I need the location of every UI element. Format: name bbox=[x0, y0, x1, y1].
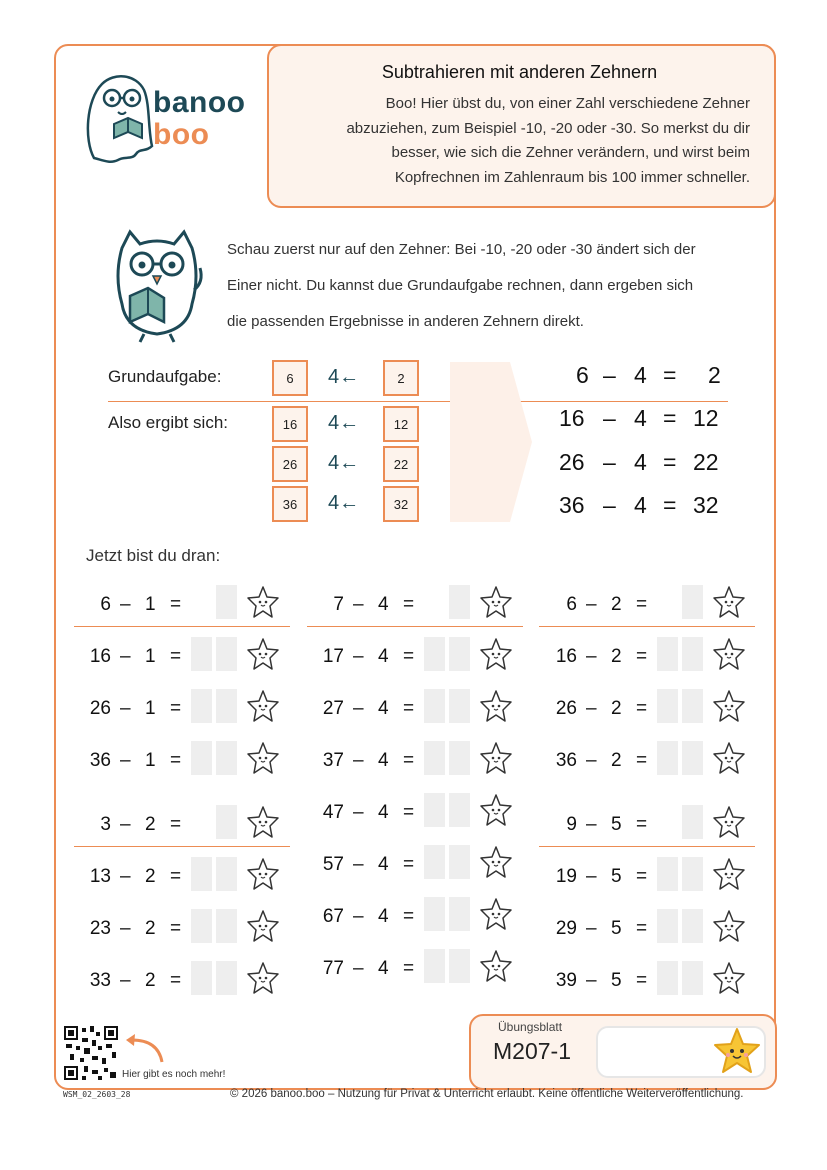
demo-minuend-box: 6 bbox=[272, 360, 308, 396]
answer-cell[interactable] bbox=[657, 637, 678, 671]
demo-minuend-box: 36 bbox=[272, 486, 308, 522]
exercise-minus: – bbox=[120, 970, 131, 991]
exercise-minuend: 26 bbox=[555, 698, 577, 719]
demo-equation-part: 4 bbox=[634, 362, 647, 388]
sheet-code: M207-1 bbox=[493, 1038, 571, 1064]
exercise-row bbox=[80, 637, 285, 677]
exercise-row bbox=[313, 689, 518, 729]
exercise-row bbox=[546, 585, 751, 625]
exercise-equals: = bbox=[636, 918, 648, 939]
exercise-equals: = bbox=[403, 594, 415, 615]
exercise-minus: – bbox=[120, 918, 131, 939]
star-rating-icon[interactable] bbox=[712, 689, 746, 723]
exercise-minuend: 57 bbox=[322, 854, 344, 875]
star-rating-icon[interactable] bbox=[712, 741, 746, 775]
exercise-minuend: 67 bbox=[322, 906, 344, 927]
intro-line: abzuziehen, zum Beispiel -10, -20 oder -30. So merkst du dir bbox=[346, 119, 750, 137]
base-task-label: Grundaufgabe: bbox=[108, 367, 222, 386]
answer-cell[interactable] bbox=[682, 805, 703, 839]
intro-line: Boo! Hier übst du, von einer Zahl verschiedene Zehner bbox=[385, 95, 750, 112]
exercise-equals: = bbox=[636, 866, 648, 887]
demo-equation-part: 4 bbox=[634, 405, 647, 431]
exercise-minus: – bbox=[353, 646, 364, 667]
exercise-equals: = bbox=[636, 594, 648, 615]
exercise-equals: = bbox=[403, 802, 415, 823]
exercise-separator bbox=[539, 846, 755, 847]
exercise-instruction: Jetzt bist du dran: bbox=[86, 546, 221, 565]
answer-cell[interactable] bbox=[449, 793, 470, 827]
answer-cell[interactable] bbox=[424, 949, 445, 983]
answer-cell[interactable] bbox=[191, 741, 212, 775]
answer-cell[interactable] bbox=[191, 637, 212, 671]
exercise-minuend: 16 bbox=[89, 646, 111, 667]
demo-equation-part: 22 bbox=[693, 449, 719, 475]
demo-minuend-box: 16 bbox=[272, 406, 308, 442]
exercise-subtrahend: 1 bbox=[145, 698, 156, 719]
answer-cell[interactable] bbox=[682, 689, 703, 723]
star-rating-icon[interactable] bbox=[246, 909, 280, 943]
exercise-subtrahend: 2 bbox=[611, 646, 622, 667]
exercise-equals: = bbox=[170, 866, 182, 887]
qr-code-icon[interactable] bbox=[64, 1026, 118, 1080]
demo-equation-part: – bbox=[603, 362, 616, 388]
exercise-subtrahend: 4 bbox=[378, 594, 389, 615]
exercise-minus: – bbox=[353, 958, 364, 979]
answer-cell[interactable] bbox=[191, 909, 212, 943]
exercise-row bbox=[313, 585, 518, 625]
answer-cell[interactable] bbox=[657, 857, 678, 891]
big-arrow-right-icon bbox=[450, 362, 532, 522]
answer-cell[interactable] bbox=[449, 949, 470, 983]
answer-cell[interactable] bbox=[424, 689, 445, 723]
answer-cell[interactable] bbox=[449, 689, 470, 723]
star-rating-icon[interactable] bbox=[712, 857, 746, 891]
demo-equation-part: 2 bbox=[708, 362, 721, 388]
answer-cell[interactable] bbox=[424, 637, 445, 671]
demo-equation-part: 36 bbox=[559, 492, 585, 518]
intro-line: besser, wie sich die Zehner verändern, und wirst beim bbox=[391, 144, 750, 161]
demo-equation-part: – bbox=[603, 405, 616, 431]
exercise-row bbox=[313, 741, 518, 781]
star-rating-icon[interactable] bbox=[246, 805, 280, 839]
exercise-minus: – bbox=[586, 970, 597, 991]
exercise-minus: – bbox=[353, 750, 364, 771]
star-rating-icon[interactable] bbox=[246, 585, 280, 619]
answer-cell[interactable] bbox=[657, 741, 678, 775]
demo-arrow-label: 4← bbox=[328, 412, 360, 434]
exercise-row bbox=[313, 845, 518, 885]
answer-cell[interactable] bbox=[449, 897, 470, 931]
star-rating-icon[interactable] bbox=[479, 637, 513, 671]
exercise-row bbox=[546, 805, 751, 845]
exercise-minus: – bbox=[353, 854, 364, 875]
exercise-subtrahend: 2 bbox=[145, 866, 156, 887]
answer-cell[interactable] bbox=[449, 845, 470, 879]
copyright-text: © 2026 banoo.boo – Nutzung für Privat & Unterricht erlaubt. Keine öffentliche Weiterveröffentlichung. bbox=[230, 1088, 744, 1100]
exercise-minus: – bbox=[353, 698, 364, 719]
answer-cell[interactable] bbox=[682, 857, 703, 891]
exercise-minuend: 3 bbox=[100, 814, 111, 835]
worksheet-title: Subtrahieren mit anderen Zehnern bbox=[381, 62, 658, 82]
exercise-row bbox=[80, 961, 285, 1001]
derived-label: Also ergibt sich: bbox=[108, 413, 228, 432]
answer-cell[interactable] bbox=[424, 793, 445, 827]
demo-equation-part: = bbox=[663, 405, 677, 431]
exercise-equals: = bbox=[636, 698, 648, 719]
demo-result-box: 2 bbox=[383, 360, 419, 396]
answer-cell[interactable] bbox=[657, 909, 678, 943]
exercise-minus: – bbox=[120, 698, 131, 719]
demo-arrow-label: 4← bbox=[328, 366, 360, 388]
star-rating-icon[interactable] bbox=[712, 585, 746, 619]
answer-cell[interactable] bbox=[216, 585, 237, 619]
star-rating-icon[interactable] bbox=[479, 793, 513, 827]
answer-cell[interactable] bbox=[424, 741, 445, 775]
demo-equation-part: = bbox=[663, 492, 677, 518]
demo-minuend-box: 26 bbox=[272, 446, 308, 482]
exercise-subtrahend: 4 bbox=[378, 750, 389, 771]
exercise-subtrahend: 2 bbox=[611, 698, 622, 719]
star-rating-icon[interactable] bbox=[479, 741, 513, 775]
exercise-minus: – bbox=[353, 802, 364, 823]
demo-equation-part: – bbox=[603, 492, 616, 518]
exercise-minuend: 6 bbox=[100, 594, 111, 615]
exercise-separator bbox=[307, 626, 523, 627]
exercise-equals: = bbox=[636, 814, 648, 835]
answer-cell[interactable] bbox=[216, 637, 237, 671]
exercise-subtrahend: 5 bbox=[611, 866, 622, 887]
star-rating-icon[interactable] bbox=[712, 961, 746, 995]
demo-separator bbox=[108, 401, 728, 402]
qr-hint-text: Hier gibt es noch mehr! bbox=[122, 1069, 226, 1080]
exercise-equals: = bbox=[403, 646, 415, 667]
exercise-minus: – bbox=[120, 750, 131, 771]
document-code: WSM_02_2603_28 bbox=[63, 1090, 131, 1099]
exercise-minuend: 27 bbox=[322, 698, 344, 719]
exercise-minuend: 47 bbox=[322, 802, 344, 823]
answer-cell[interactable] bbox=[216, 689, 237, 723]
star-rating-icon[interactable] bbox=[712, 805, 746, 839]
exercise-row bbox=[313, 637, 518, 677]
answer-cell[interactable] bbox=[191, 961, 212, 995]
exercise-subtrahend: 4 bbox=[378, 854, 389, 875]
star-rating-icon[interactable] bbox=[246, 961, 280, 995]
exercise-minuend: 6 bbox=[566, 594, 577, 615]
exercise-equals: = bbox=[403, 698, 415, 719]
demo-equation-part: – bbox=[603, 449, 616, 475]
exercise-minuend: 33 bbox=[89, 970, 111, 991]
exercise-minus: – bbox=[120, 866, 131, 887]
exercise-equals: = bbox=[636, 646, 648, 667]
exercise-equals: = bbox=[403, 750, 415, 771]
exercise-minuend: 29 bbox=[555, 918, 577, 939]
demo-equation-part: 26 bbox=[559, 449, 585, 475]
exercise-equals: = bbox=[403, 854, 415, 875]
exercise-minuend: 9 bbox=[566, 814, 577, 835]
intro-line: Kopfrechnen im Zahlenraum bis 100 immer schneller. bbox=[394, 168, 750, 186]
exercise-separator bbox=[74, 626, 290, 627]
star-rating-icon[interactable] bbox=[479, 585, 513, 619]
exercise-subtrahend: 1 bbox=[145, 594, 156, 615]
exercise-row bbox=[546, 741, 751, 781]
exercise-row bbox=[546, 689, 751, 729]
answer-cell[interactable] bbox=[682, 585, 703, 619]
exercise-equals: = bbox=[170, 918, 182, 939]
answer-cell[interactable] bbox=[191, 689, 212, 723]
demo-equation-part: 6 bbox=[576, 362, 589, 388]
brand-name-line2: boo bbox=[153, 118, 210, 151]
sheet-label: Übungsblatt bbox=[498, 1020, 563, 1034]
star-rating-icon[interactable] bbox=[479, 845, 513, 879]
exercise-subtrahend: 2 bbox=[611, 594, 622, 615]
exercise-equals: = bbox=[170, 698, 182, 719]
star-rating-icon[interactable] bbox=[246, 857, 280, 891]
exercise-minus: – bbox=[586, 918, 597, 939]
exercise-row bbox=[80, 909, 285, 949]
exercise-subtrahend: 2 bbox=[145, 970, 156, 991]
curved-arrow-icon bbox=[122, 1032, 166, 1066]
answer-cell[interactable] bbox=[657, 689, 678, 723]
exercise-minuend: 7 bbox=[333, 594, 344, 615]
exercise-subtrahend: 4 bbox=[378, 958, 389, 979]
exercise-minus: – bbox=[586, 698, 597, 719]
answer-cell[interactable] bbox=[682, 637, 703, 671]
demo-result-box: 22 bbox=[383, 446, 419, 482]
exercise-equals: = bbox=[636, 750, 648, 771]
demo-equation-part: 12 bbox=[693, 405, 719, 431]
exercise-separator bbox=[74, 846, 290, 847]
answer-cell[interactable] bbox=[449, 637, 470, 671]
exercise-equals: = bbox=[170, 814, 182, 835]
explanation-line: die passenden Ergebnisse in anderen Zehnern direkt. bbox=[227, 313, 584, 330]
exercise-minus: – bbox=[353, 906, 364, 927]
exercise-minus: – bbox=[120, 646, 131, 667]
star-rating-icon[interactable] bbox=[712, 909, 746, 943]
exercise-row bbox=[80, 585, 285, 625]
exercise-subtrahend: 2 bbox=[145, 814, 156, 835]
answer-cell[interactable] bbox=[424, 845, 445, 879]
exercise-row bbox=[313, 949, 518, 989]
exercise-subtrahend: 4 bbox=[378, 646, 389, 667]
star-rating-icon[interactable] bbox=[479, 949, 513, 983]
answer-cell[interactable] bbox=[657, 961, 678, 995]
exercise-subtrahend: 1 bbox=[145, 750, 156, 771]
exercise-equals: = bbox=[403, 958, 415, 979]
answer-cell[interactable] bbox=[449, 741, 470, 775]
explanation-text bbox=[227, 232, 757, 340]
exercise-minuend: 36 bbox=[555, 750, 577, 771]
exercise-row bbox=[80, 741, 285, 781]
exercise-minuend: 13 bbox=[89, 866, 111, 887]
star-rating-icon[interactable] bbox=[246, 637, 280, 671]
smiling-star-icon bbox=[712, 1026, 762, 1076]
exercise-minus: – bbox=[120, 594, 131, 615]
answer-cell[interactable] bbox=[216, 961, 237, 995]
exercise-row bbox=[546, 961, 751, 1001]
exercise-minuend: 37 bbox=[322, 750, 344, 771]
demo-equation-part: = bbox=[663, 449, 677, 475]
answer-cell[interactable] bbox=[216, 857, 237, 891]
explanation-line: Einer nicht. Du kannst due Grundaufgabe rechnen, dann ergeben sich bbox=[227, 277, 694, 294]
exercise-row bbox=[546, 637, 751, 677]
exercise-minuend: 23 bbox=[89, 918, 111, 939]
answer-cell[interactable] bbox=[682, 961, 703, 995]
exercise-minuend: 19 bbox=[555, 866, 577, 887]
exercise-subtrahend: 2 bbox=[145, 918, 156, 939]
exercise-minuend: 39 bbox=[555, 970, 577, 991]
exercise-subtrahend: 2 bbox=[611, 750, 622, 771]
exercise-minuend: 36 bbox=[89, 750, 111, 771]
answer-cell[interactable] bbox=[424, 897, 445, 931]
demo-equation-part: 16 bbox=[559, 405, 585, 431]
star-rating-icon[interactable] bbox=[479, 689, 513, 723]
answer-cell[interactable] bbox=[216, 909, 237, 943]
exercise-minus: – bbox=[586, 646, 597, 667]
demo-equation-part: 4 bbox=[634, 449, 647, 475]
demo-arrow-label: 4← bbox=[328, 492, 360, 514]
exercise-subtrahend: 4 bbox=[378, 802, 389, 823]
owl-reading-icon bbox=[100, 226, 215, 346]
answer-cell[interactable] bbox=[216, 805, 237, 839]
star-rating-icon[interactable] bbox=[246, 689, 280, 723]
exercise-subtrahend: 5 bbox=[611, 918, 622, 939]
exercise-equals: = bbox=[403, 906, 415, 927]
star-rating-icon[interactable] bbox=[712, 637, 746, 671]
exercise-subtrahend: 4 bbox=[378, 698, 389, 719]
exercise-equals: = bbox=[636, 970, 648, 991]
exercise-minuend: 26 bbox=[89, 698, 111, 719]
demo-arrow-label: 4← bbox=[328, 452, 360, 474]
exercise-minus: – bbox=[353, 594, 364, 615]
exercise-minus: – bbox=[586, 750, 597, 771]
exercise-row bbox=[313, 793, 518, 833]
demo-result-box: 12 bbox=[383, 406, 419, 442]
exercise-row bbox=[546, 857, 751, 897]
answer-cell[interactable] bbox=[216, 741, 237, 775]
exercise-minus: – bbox=[586, 814, 597, 835]
demo-equation-part: = bbox=[663, 362, 677, 388]
exercise-row bbox=[313, 897, 518, 937]
exercise-minuend: 17 bbox=[322, 646, 344, 667]
exercise-minus: – bbox=[586, 594, 597, 615]
exercise-equals: = bbox=[170, 646, 182, 667]
brand-name-line1: banoo bbox=[153, 86, 246, 119]
exercise-equals: = bbox=[170, 594, 182, 615]
answer-cell[interactable] bbox=[682, 741, 703, 775]
explanation-line: Schau zuerst nur auf den Zehner: Bei -10, -20 oder -30 ändert sich der bbox=[227, 241, 696, 258]
intro-text bbox=[300, 92, 750, 190]
exercise-equals: = bbox=[170, 970, 182, 991]
star-rating-icon[interactable] bbox=[246, 741, 280, 775]
exercise-row bbox=[546, 909, 751, 949]
exercise-subtrahend: 4 bbox=[378, 906, 389, 927]
demo-result-box: 32 bbox=[383, 486, 419, 522]
demo-equation-part: 32 bbox=[693, 492, 719, 518]
star-rating-icon[interactable] bbox=[479, 897, 513, 931]
exercise-minuend: 77 bbox=[322, 958, 344, 979]
exercise-minus: – bbox=[586, 866, 597, 887]
exercise-subtrahend: 5 bbox=[611, 970, 622, 991]
answer-cell[interactable] bbox=[449, 585, 470, 619]
demo-equation-part: 4 bbox=[634, 492, 647, 518]
answer-cell[interactable] bbox=[191, 857, 212, 891]
answer-cell[interactable] bbox=[682, 909, 703, 943]
exercise-subtrahend: 5 bbox=[611, 814, 622, 835]
exercise-separator bbox=[539, 626, 755, 627]
exercise-row bbox=[80, 689, 285, 729]
exercise-subtrahend: 1 bbox=[145, 646, 156, 667]
exercise-equals: = bbox=[170, 750, 182, 771]
exercise-row bbox=[80, 805, 285, 845]
exercise-row bbox=[80, 857, 285, 897]
exercise-minus: – bbox=[120, 814, 131, 835]
exercise-minuend: 16 bbox=[555, 646, 577, 667]
